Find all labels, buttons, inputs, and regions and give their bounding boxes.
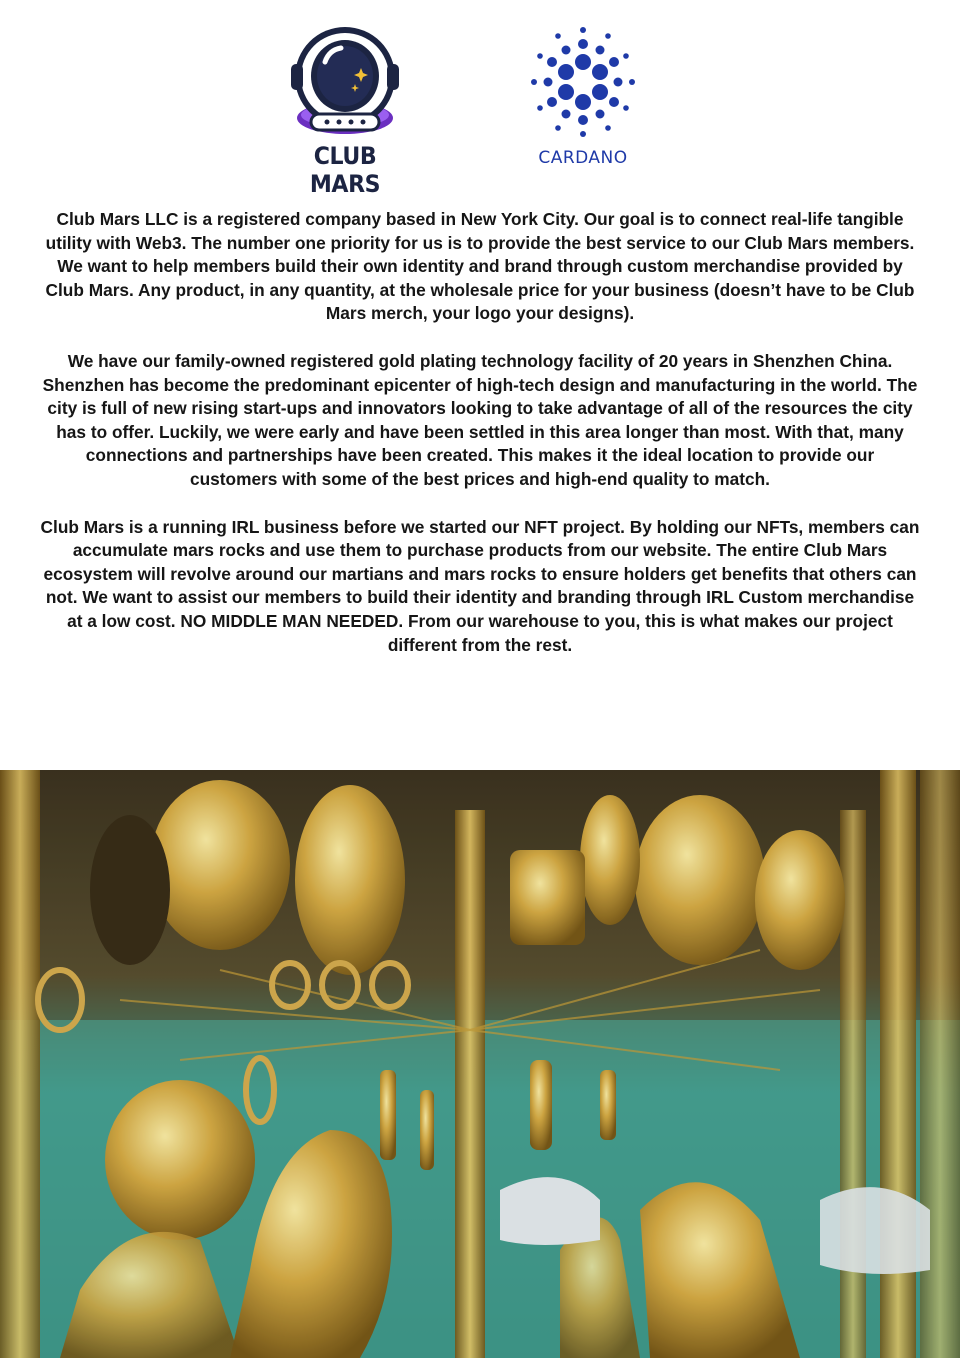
about-text xyxy=(40,208,920,681)
paragraph-company: Club Mars LLC is a registered company based in New York City. Our goal is to connect real-life tangible utility with Web3. The number one priority for us is to provide the best service to our Club Mars members. We want to help members build their own identity and brand through custom merchandise provided by Club Mars. Any product, in any quantity, at the wholesale price for your business (doesn’t have to be Club Mars merch, your logo your designs). xyxy=(45,209,915,324)
club-mars-logo xyxy=(272,22,418,198)
gold-jewelry-photo xyxy=(0,770,960,1358)
cardano-dots-icon xyxy=(518,24,648,140)
cardano-wordmark: CARDANO xyxy=(538,148,628,168)
paragraph-facility: We have our family-owned registered gold plating technology facility of 20 years in Shenzhen China. Shenzhen has become the predominant epicenter of high-tech design and manufacturing in the world. The city is full of new rising start-ups and innovators looking to take advantage of all of the resources the city has to offer. Luckily, we were early and have been settled in this area longer than most. With that, many connections and partnerships have been created. This makes it the ideal location to provide our customers with some of the best prices and high-end quality to match. xyxy=(42,350,918,489)
logo-header xyxy=(0,0,960,198)
paragraph-nft: Club Mars is a running IRL business before we started our NFT project. By holding our NFTs, members can accumulate mars rocks and use them to purchase products from our website. The entire Club Mars ecosystem will revolve around our martians and mars rocks to ensure holders get benefits that others can not. We want to assist our members to build their identity and branding through IRL Custom merchandise at a low cost. NO MIDDLE MAN NEEDED. From our warehouse to you, this is what makes our project different from the rest. xyxy=(40,516,920,655)
club-mars-wordmark: CLUB MARS xyxy=(309,142,381,198)
astronaut-helmet-icon xyxy=(285,22,405,142)
cardano-logo xyxy=(518,24,648,174)
